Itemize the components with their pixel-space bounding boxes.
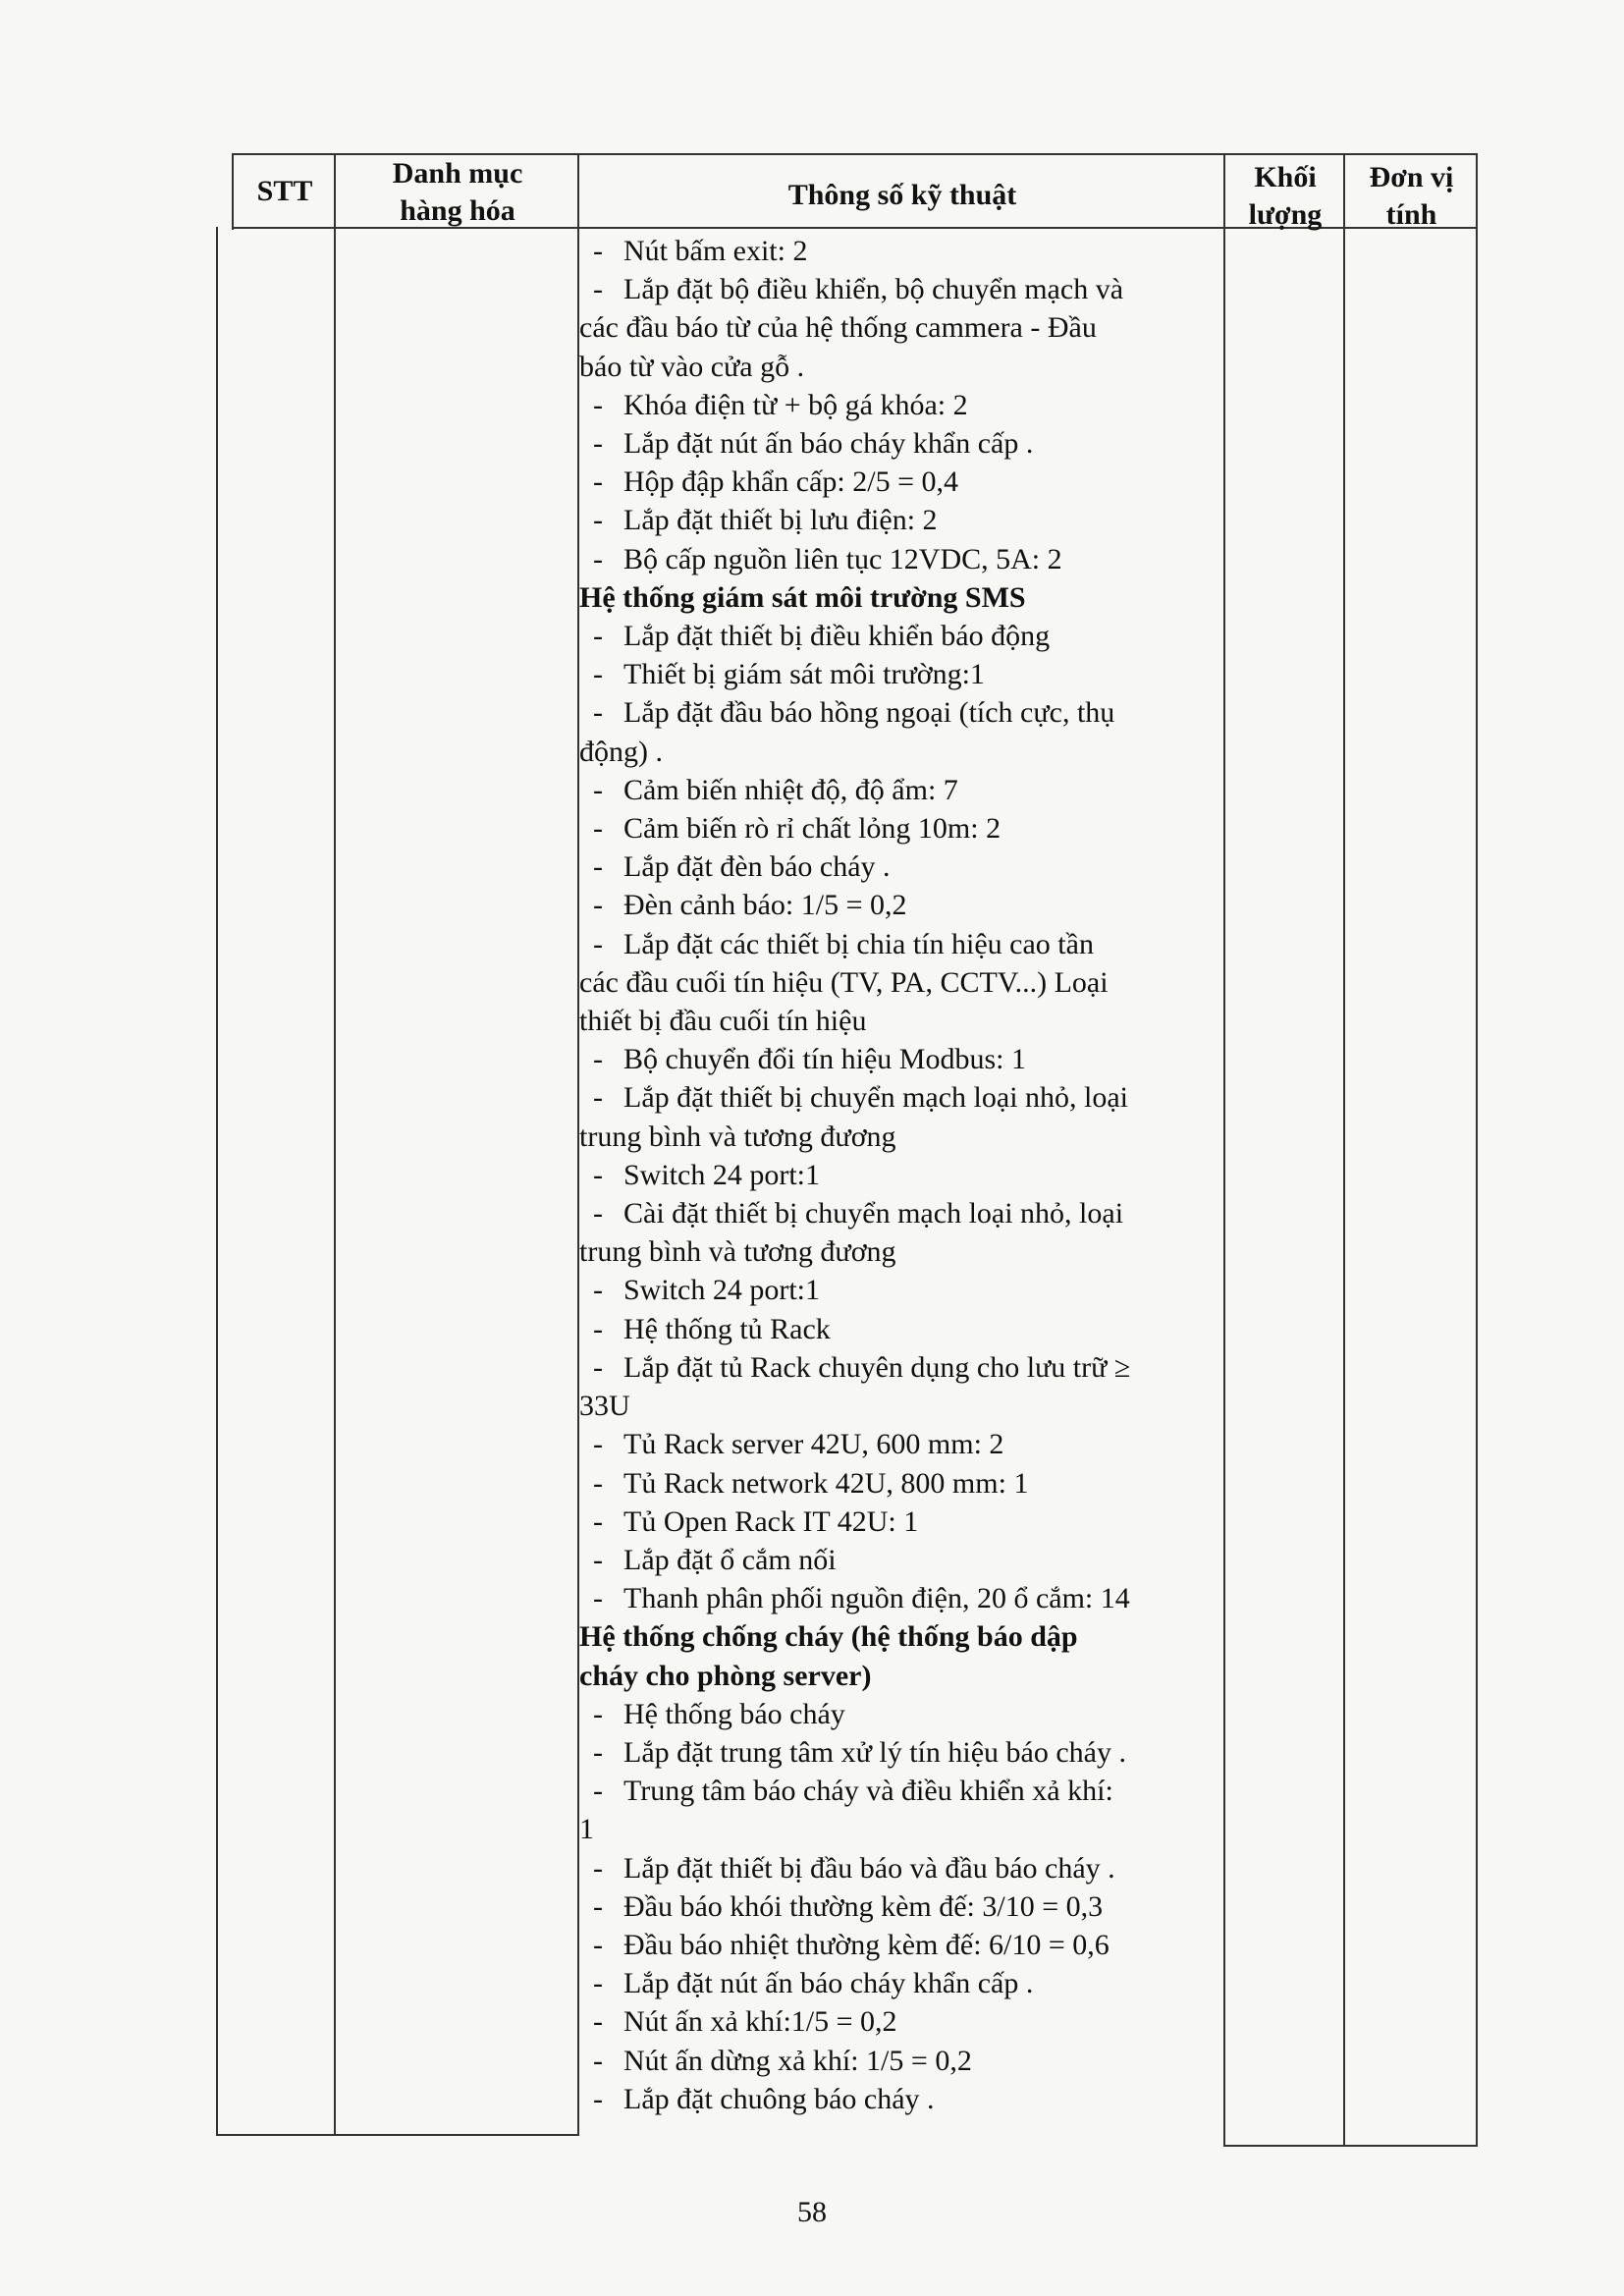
- bullet-dash: -: [593, 620, 603, 653]
- spec-item-text: Nút ấn dừng xả khí: 1/5 = 0,2: [623, 2044, 972, 2077]
- spec-item-text: Switch 24 port:1: [623, 1274, 820, 1307]
- header-khoi-luong: [1227, 159, 1343, 234]
- header-danh-muc-line1: Danh mục: [392, 157, 523, 190]
- bullet-dash: -: [593, 773, 603, 806]
- bullet-dash: -: [593, 927, 603, 960]
- bullet-dash: -: [593, 850, 603, 884]
- spec-item: [579, 1464, 1208, 1503]
- spec-item-text: Đầu báo khói thường kèm đế: 3/10 = 0,3: [623, 1889, 1104, 1923]
- spec-item: [579, 693, 1208, 732]
- header-danh-muc-line2: hàng hóa: [400, 194, 515, 227]
- bullet-dash: -: [593, 273, 603, 306]
- bullet-dash: -: [593, 1851, 603, 1885]
- spec-item: [579, 809, 1208, 847]
- spec-item-text: Cài đặt thiết bị chuyển mạch loại nhỏ, loại: [623, 1197, 1124, 1230]
- spec-item: [579, 1271, 1208, 1309]
- col-border-stt-body-left: [216, 227, 218, 2136]
- spec-item: [579, 2042, 1208, 2080]
- spec-item: [579, 1849, 1208, 1887]
- spec-item-text: Thiết bị giám sát môi trường:1: [623, 658, 985, 691]
- bullet-dash: -: [593, 1274, 603, 1307]
- spec-item: [579, 1964, 1208, 2002]
- spec-item-text: Lắp đặt tủ Rack chuyên dụng cho lưu trữ ≥: [623, 1350, 1131, 1384]
- bullet-dash: -: [593, 658, 603, 691]
- spec-item: [579, 1348, 1208, 1387]
- spec-item-text: Lắp đặt các thiết bị chia tín hiệu cao tần: [623, 927, 1094, 960]
- spec-continuation-text: 1: [579, 1813, 594, 1846]
- spec-item: [579, 1772, 1208, 1810]
- spec-item: [579, 617, 1208, 655]
- spec-item: [579, 1926, 1208, 1964]
- spec-continuation-text: báo từ vào cửa gỗ .: [579, 350, 805, 383]
- header-danh-muc: [338, 155, 577, 230]
- spec-item: [579, 424, 1208, 463]
- spec-item: [579, 1425, 1208, 1463]
- bullet-dash: -: [593, 1466, 603, 1500]
- header-thong-so: Thông số kỹ thuật: [787, 179, 1017, 211]
- spec-content: [579, 232, 1208, 2118]
- spec-item-text: Tủ Rack network 42U, 800 mm: 1: [623, 1466, 1029, 1500]
- spec-section-heading: Hệ thống giám sát môi trường SMS: [579, 580, 1026, 614]
- header-don-vi: [1347, 159, 1476, 234]
- spec-item: [579, 1040, 1208, 1078]
- spec-item-text: Lắp đặt trung tâm xử lý tín hiệu báo cháy .: [623, 1735, 1126, 1769]
- bullet-dash: -: [593, 1158, 603, 1191]
- bullet-dash: -: [593, 465, 603, 499]
- bullet-dash: -: [593, 1197, 603, 1230]
- spec-item: [579, 1733, 1208, 1772]
- bullet-dash: -: [593, 889, 603, 922]
- spec-item: [579, 2080, 1208, 2118]
- spec-item-text: Bộ cấp nguồn liên tục 12VDC, 5A: 2: [623, 542, 1062, 575]
- bullet-dash: -: [593, 2005, 603, 2039]
- bullet-dash: -: [593, 1967, 603, 2000]
- bullet-dash: -: [593, 504, 603, 537]
- bullet-dash: -: [593, 1081, 603, 1115]
- spec-item: [579, 1503, 1208, 1541]
- spec-item: [579, 1695, 1208, 1733]
- col-border-right: [1476, 153, 1478, 2147]
- spec-item: [579, 886, 1208, 924]
- header-khoi-luong-line1: Khối: [1254, 161, 1317, 193]
- spec-item: [579, 270, 1208, 308]
- spec-item-text: Tủ Rack server 42U, 600 mm: 2: [623, 1428, 1004, 1461]
- spec-item-text: Nút ấn xả khí:1/5 = 0,2: [623, 2005, 897, 2039]
- spec-continuation-text: trung bình và tương đương: [579, 1120, 896, 1153]
- spec-item-text: Lắp đặt nút ấn báo cháy khẩn cấp .: [623, 427, 1034, 461]
- bullet-dash: -: [593, 1543, 603, 1576]
- spec-continuation-text: trung bình và tương đương: [579, 1235, 896, 1269]
- spec-item: [579, 1078, 1208, 1117]
- spec-continuation-text: các đầu cuối tín hiệu (TV, PA, CCTV...) Loại: [579, 965, 1109, 999]
- spec-continuation-text: thiết bị đầu cuối tín hiệu: [579, 1005, 867, 1038]
- spec-item-text: Lắp đặt đầu báo hồng ngoại (tích cực, thụ: [623, 696, 1115, 730]
- bullet-dash: -: [593, 1504, 603, 1538]
- spec-item-text: Switch 24 port:1: [623, 1158, 820, 1191]
- spec-item: [579, 232, 1208, 270]
- spec-item-text: Lắp đặt nút ấn báo cháy khẩn cấp .: [623, 1967, 1034, 2000]
- spec-item-text: Lắp đặt thiết bị chuyển mạch loại nhỏ, loại: [623, 1081, 1129, 1115]
- spec-item: [579, 1579, 1208, 1617]
- bullet-dash: -: [593, 1697, 603, 1730]
- spec-item: [579, 386, 1208, 424]
- spec-continuation-text: động) .: [579, 735, 663, 768]
- bullet-dash: -: [593, 1582, 603, 1615]
- table-bottom-right-border: [1223, 2145, 1478, 2147]
- spec-item-text: Khóa điện từ + bộ gá khóa: 2: [623, 388, 968, 421]
- spec-item: [579, 1194, 1208, 1232]
- spec-item: [579, 463, 1208, 501]
- spec-item: [579, 771, 1208, 809]
- spec-item-text: Hệ thống báo cháy: [623, 1697, 845, 1730]
- spec-item-text: Lắp đặt bộ điều khiển, bộ chuyển mạch và: [623, 273, 1124, 306]
- spec-item-text: Lắp đặt thiết bị lưu điện: 2: [623, 504, 938, 537]
- spec-item-text: Hệ thống tủ Rack: [623, 1312, 831, 1345]
- col-border-left: [232, 153, 234, 230]
- spec-item-text: Hộp đập khẩn cấp: 2/5 = 0,4: [623, 465, 959, 499]
- spec-section-heading: Hệ thống chống cháy (hệ thống báo dập: [579, 1620, 1078, 1654]
- spec-continuation-text: các đầu báo từ của hệ thống cammera - Đầu: [579, 311, 1097, 345]
- spec-item: [579, 1887, 1208, 1926]
- bullet-dash: -: [593, 1775, 603, 1808]
- spec-item-text: Đầu báo nhiệt thường kèm đế: 6/10 = 0,6: [623, 1928, 1110, 1961]
- spec-continuation-text: 33U: [579, 1390, 630, 1423]
- spec-item-text: Lắp đặt thiết bị đầu báo và đầu báo cháy .: [623, 1851, 1115, 1885]
- spec-section-heading: cháy cho phòng server): [579, 1659, 872, 1692]
- spec-item-text: Đèn cảnh báo: 1/5 = 0,2: [623, 889, 907, 922]
- col-border-stt: [334, 153, 336, 2136]
- bullet-dash: -: [593, 696, 603, 730]
- spec-item: [579, 847, 1208, 886]
- spec-item: [579, 1156, 1208, 1194]
- col-border-thong-so: [1223, 153, 1225, 2147]
- spec-item-text: Cảm biến nhiệt độ, độ ẩm: 7: [623, 773, 958, 806]
- bullet-dash: -: [593, 388, 603, 421]
- spec-item-text: Lắp đặt thiết bị điều khiển báo động: [623, 620, 1051, 653]
- spec-item: [579, 540, 1208, 578]
- bullet-dash: -: [593, 812, 603, 846]
- spec-item-text: Nút bấm exit: 2: [623, 235, 808, 267]
- spec-item-text: Lắp đặt ổ cắm nối: [623, 1543, 837, 1576]
- bullet-dash: -: [593, 2082, 603, 2115]
- spec-item: [579, 1541, 1208, 1579]
- bullet-dash: -: [593, 235, 603, 267]
- bullet-dash: -: [593, 2044, 603, 2077]
- spec-item-text: Trung tâm báo cháy và điều khiển xả khí:: [623, 1775, 1113, 1808]
- spec-item-text: Lắp đặt chuông báo cháy .: [623, 2082, 935, 2115]
- bullet-dash: -: [593, 1428, 603, 1461]
- bullet-dash: -: [593, 542, 603, 575]
- page-number: 58: [797, 2196, 827, 2228]
- bullet-dash: -: [593, 1350, 603, 1384]
- header-stt: STT: [256, 175, 313, 207]
- bullet-dash: -: [593, 1889, 603, 1923]
- spec-item-text: Cảm biến rò rỉ chất lỏng 10m: 2: [623, 812, 1001, 846]
- table-bottom-left-border: [216, 2134, 579, 2136]
- bullet-dash: -: [593, 1928, 603, 1961]
- header-khoi-luong-line2: lượng: [1248, 198, 1323, 231]
- spec-item-text: Bộ chuyển đổi tín hiệu Modbus: 1: [623, 1043, 1026, 1076]
- col-border-khoi-luong: [1343, 153, 1345, 2147]
- bullet-dash: -: [593, 1312, 603, 1345]
- bullet-dash: -: [593, 1043, 603, 1076]
- spec-item: [579, 2002, 1208, 2041]
- bullet-dash: -: [593, 1735, 603, 1769]
- bullet-dash: -: [593, 427, 603, 461]
- spec-item: [579, 925, 1208, 963]
- spec-item-text: Lắp đặt đèn báo cháy .: [623, 850, 891, 884]
- spec-item: [579, 1310, 1208, 1348]
- header-don-vi-line1: Đơn vị: [1369, 161, 1454, 193]
- spec-item: [579, 655, 1208, 693]
- spec-item: [579, 501, 1208, 539]
- header-don-vi-line2: tính: [1385, 198, 1437, 231]
- spec-item-text: Tủ Open Rack IT 42U: 1: [623, 1504, 919, 1538]
- spec-item-text: Thanh phân phối nguồn điện, 20 ổ cắm: 14: [623, 1582, 1130, 1615]
